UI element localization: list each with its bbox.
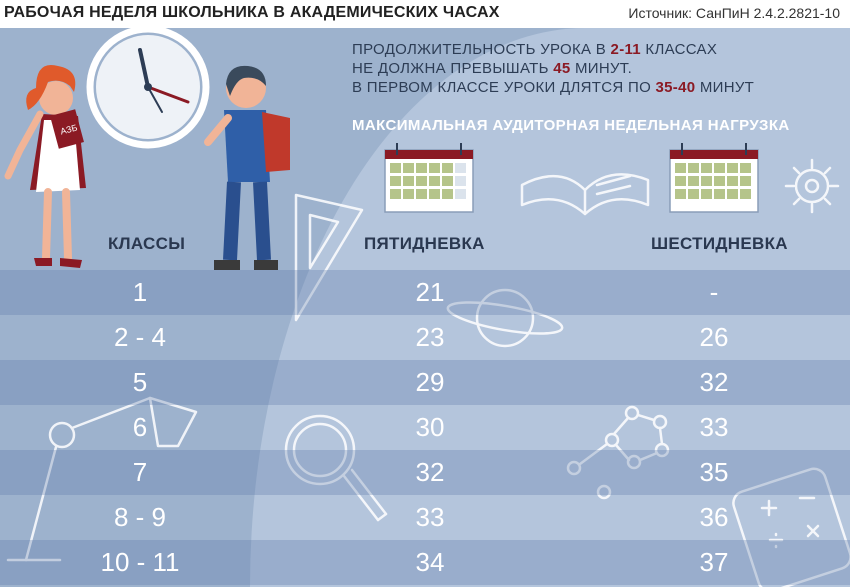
note-line-3: В ПЕРВОМ КЛАССЕ УРОКИ ДЛЯТСЯ ПО 35-40 МИНУТ [352, 79, 755, 96]
table-row [0, 405, 850, 450]
column-header-five-day: ПЯТИДНЕВКА [364, 234, 485, 253]
table-row [0, 315, 850, 360]
column-header-grades: КЛАССЫ [108, 234, 186, 253]
calendar-icon [670, 143, 758, 212]
grade-cell: 6 [132, 412, 148, 442]
table-row [0, 360, 850, 405]
table-row [0, 540, 850, 585]
five-day-cell: 21 [415, 277, 445, 307]
table-row [0, 270, 850, 315]
grade-cell: 5 [132, 367, 148, 397]
source-credit: Источник: СанПиН 2.4.2.2821-10 [628, 5, 840, 21]
six-day-cell: 37 [699, 547, 729, 577]
calendar-icon [385, 143, 473, 212]
header-bar [0, 0, 850, 28]
girl-figure [8, 65, 86, 268]
gear-icon [786, 160, 838, 212]
five-day-cell: 23 [415, 322, 445, 352]
grade-cell: 1 [132, 277, 148, 307]
six-day-cell: - [709, 277, 719, 307]
six-day-cell: 32 [699, 367, 729, 397]
six-day-cell: 35 [699, 457, 729, 487]
book-icon [522, 174, 648, 214]
section-subtitle: МАКСИМАЛЬНАЯ АУДИТОРНАЯ НЕДЕЛЬНАЯ НАГРУЗКА [352, 117, 790, 134]
six-day-cell: 36 [699, 502, 729, 532]
note-line-2: НЕ ДОЛЖНА ПРЕВЫШАТЬ 45 МИНУТ. [352, 60, 633, 77]
five-day-cell: 32 [415, 457, 445, 487]
five-day-cell: 33 [415, 502, 445, 532]
table-row [0, 450, 850, 495]
clock-icon [90, 29, 206, 145]
lesson-duration-note [352, 40, 792, 97]
book-label: АЗБ [59, 122, 79, 137]
grade-cell: 8 - 9 [113, 502, 167, 532]
five-day-cell: 34 [415, 547, 445, 577]
page-title: РАБОЧАЯ НЕДЕЛЯ ШКОЛЬНИКА В АКАДЕМИЧЕСКИХ ЧАСАХ [4, 4, 500, 21]
note-line-1: ПРОДОЛЖИТЕЛЬНОСТЬ УРОКА В 2-11 КЛАССАХ [352, 41, 718, 58]
grade-cell: 10 - 11 [100, 547, 180, 577]
table-row [0, 495, 850, 540]
boy-figure [208, 66, 290, 270]
grade-cell: 7 [132, 457, 148, 487]
six-day-cell: 26 [699, 322, 729, 352]
grade-cell: 2 - 4 [113, 322, 167, 352]
five-day-cell: 30 [415, 412, 445, 442]
five-day-cell: 29 [415, 367, 445, 397]
column-header-six-day: ШЕСТИДНЕВКА [651, 234, 788, 253]
load-table [0, 270, 850, 585]
six-day-cell: 33 [699, 412, 729, 442]
